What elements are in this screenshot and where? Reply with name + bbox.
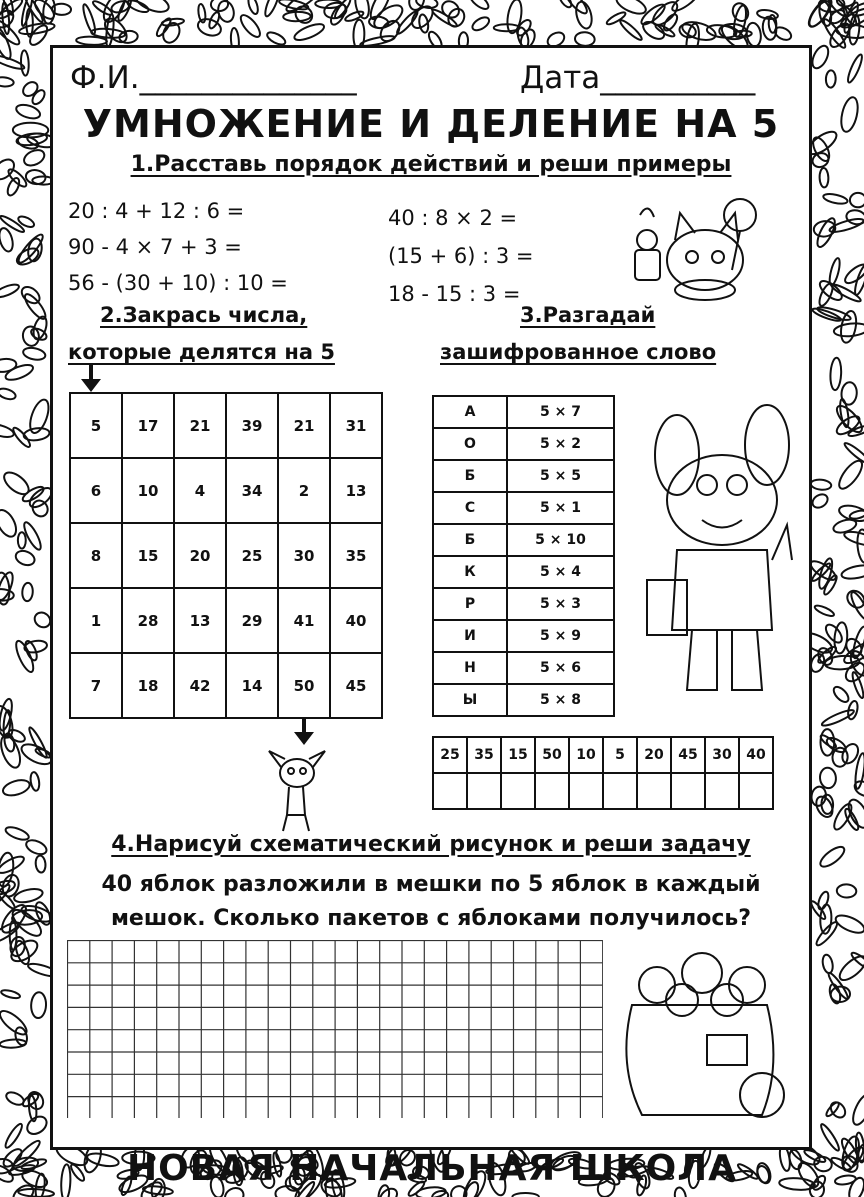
code-row	[433, 428, 614, 460]
answer-number: 15	[501, 737, 535, 773]
code-row	[433, 524, 614, 556]
grid-row	[70, 458, 382, 523]
page-title: УМНОЖЕНИЕ И ДЕЛЕНИЕ НА 5	[82, 102, 780, 146]
example-5: (15 + 6) : 3 =	[388, 244, 534, 268]
answer-numbers-row	[433, 737, 773, 773]
task3-heading-line1: 3.Разгадай	[520, 303, 656, 327]
code-expression: 5 × 8	[507, 684, 614, 716]
answer-letter-cell[interactable]	[739, 773, 773, 809]
grid-cell[interactable]: 50	[278, 653, 330, 718]
code-letter: Б	[433, 460, 507, 492]
arrow-down-icon	[293, 718, 315, 746]
grid-row	[70, 653, 382, 718]
code-expression: 5 × 5	[507, 460, 614, 492]
answer-letters-row	[433, 773, 773, 809]
code-row	[433, 460, 614, 492]
code-expression: 5 × 10	[507, 524, 614, 556]
grid-cell[interactable]: 31	[330, 393, 382, 458]
answer-number: 25	[433, 737, 467, 773]
problem-line-2: мешок. Сколько пакетов с яблоками получилось?	[110, 906, 752, 931]
code-expression: 5 × 6	[507, 652, 614, 684]
name-field[interactable]: Ф.И.______________	[70, 60, 357, 96]
answer-number: 10	[569, 737, 603, 773]
grid-cell[interactable]: 13	[330, 458, 382, 523]
answer-letter-cell[interactable]	[501, 773, 535, 809]
apple-bag-illustration	[612, 945, 802, 1125]
grid-cell[interactable]: 18	[122, 653, 174, 718]
bear-illustration	[632, 400, 802, 700]
grid-cell[interactable]: 21	[174, 393, 226, 458]
grid-row	[70, 523, 382, 588]
answer-number: 20	[637, 737, 671, 773]
code-row	[433, 588, 614, 620]
grid-cell[interactable]: 21	[278, 393, 330, 458]
code-letter: А	[433, 396, 507, 428]
task1-left-examples	[68, 193, 288, 301]
example-2: 90 - 4 × 7 + 3 =	[68, 235, 242, 259]
task3-heading-line2: зашифрованное слово	[440, 340, 717, 364]
answer-number: 40	[739, 737, 773, 773]
grid-cell[interactable]: 41	[278, 588, 330, 653]
grid-cell[interactable]: 14	[226, 653, 278, 718]
code-table	[432, 395, 615, 717]
code-letter: С	[433, 492, 507, 524]
grid-cell[interactable]: 20	[174, 523, 226, 588]
code-letter: Б	[433, 524, 507, 556]
task2-heading-line1: 2.Закрась числа,	[100, 303, 308, 327]
code-row	[433, 620, 614, 652]
code-expression: 5 × 3	[507, 588, 614, 620]
code-row	[433, 684, 614, 716]
code-row	[433, 556, 614, 588]
answer-letter-cell[interactable]	[671, 773, 705, 809]
answer-letter-cell[interactable]	[535, 773, 569, 809]
grid-row	[70, 588, 382, 653]
answer-number: 30	[705, 737, 739, 773]
grid-cell[interactable]: 6	[70, 458, 122, 523]
code-row	[433, 396, 614, 428]
arrow-down-icon	[80, 365, 102, 393]
grid-cell[interactable]: 40	[330, 588, 382, 653]
answer-letter-cell[interactable]	[637, 773, 671, 809]
grid-cell[interactable]: 5	[70, 393, 122, 458]
grid-cell[interactable]: 13	[174, 588, 226, 653]
cat-candy-illustration	[620, 195, 790, 305]
grid-cell[interactable]: 7	[70, 653, 122, 718]
grid-cell[interactable]: 8	[70, 523, 122, 588]
answer-letter-cell[interactable]	[569, 773, 603, 809]
drawing-grid[interactable]	[67, 940, 603, 1118]
grid-cell[interactable]: 17	[122, 393, 174, 458]
code-expression: 5 × 2	[507, 428, 614, 460]
answer-number: 5	[603, 737, 637, 773]
grid-cell[interactable]: 2	[278, 458, 330, 523]
problem-line-1: 40 яблок разложили в мешки по 5 яблок в каждый	[101, 872, 761, 897]
task1-heading: 1.Расставь порядок действий и реши примеры	[130, 152, 732, 177]
code-expression: 5 × 9	[507, 620, 614, 652]
footer-brand: НОВАЯ НАЧАЛЬНАЯ ШКОЛА	[126, 1148, 738, 1189]
example-4: 40 : 8 × 2 =	[388, 206, 518, 230]
grid-cell[interactable]: 28	[122, 588, 174, 653]
code-expression: 5 × 7	[507, 396, 614, 428]
answer-letter-cell[interactable]	[603, 773, 637, 809]
grid-cell[interactable]: 25	[226, 523, 278, 588]
code-expression: 5 × 4	[507, 556, 614, 588]
answer-letter-cell[interactable]	[433, 773, 467, 809]
grid-cell[interactable]: 45	[330, 653, 382, 718]
code-letter: Н	[433, 652, 507, 684]
code-letter: И	[433, 620, 507, 652]
example-1: 20 : 4 + 12 : 6 =	[68, 199, 245, 223]
answer-number: 45	[671, 737, 705, 773]
answer-number: 50	[535, 737, 569, 773]
grid-cell[interactable]: 4	[174, 458, 226, 523]
grid-cell[interactable]: 42	[174, 653, 226, 718]
code-row	[433, 652, 614, 684]
task1-right-examples	[388, 199, 533, 313]
grid-cell[interactable]: 39	[226, 393, 278, 458]
numbers-grid	[69, 392, 383, 719]
task4-heading: 4.Нарисуй схематический рисунок и реши задачу	[111, 832, 751, 857]
grid-cell[interactable]: 15	[122, 523, 174, 588]
grid-cell[interactable]: 35	[330, 523, 382, 588]
grid-cell[interactable]: 10	[122, 458, 174, 523]
code-row	[433, 492, 614, 524]
grid-cell[interactable]: 34	[226, 458, 278, 523]
grid-row	[70, 393, 382, 458]
answer-table	[432, 736, 774, 810]
code-letter: Р	[433, 588, 507, 620]
example-6: 18 - 15 : 3 =	[388, 282, 521, 306]
word-problem	[50, 868, 812, 936]
answer-number: 35	[467, 737, 501, 773]
task2-heading-line2: которые делятся на 5	[68, 340, 335, 364]
code-letter: К	[433, 556, 507, 588]
code-letter: Ы	[433, 684, 507, 716]
code-expression: 5 × 1	[507, 492, 614, 524]
code-letter: О	[433, 428, 507, 460]
date-field[interactable]: Дата__________	[520, 60, 756, 96]
mouse-illustration	[265, 745, 330, 835]
answer-letter-cell[interactable]	[467, 773, 501, 809]
example-3: 56 - (30 + 10) : 10 =	[68, 271, 288, 295]
grid-cell[interactable]: 30	[278, 523, 330, 588]
answer-letter-cell[interactable]	[705, 773, 739, 809]
grid-cell[interactable]: 1	[70, 588, 122, 653]
grid-cell[interactable]: 29	[226, 588, 278, 653]
